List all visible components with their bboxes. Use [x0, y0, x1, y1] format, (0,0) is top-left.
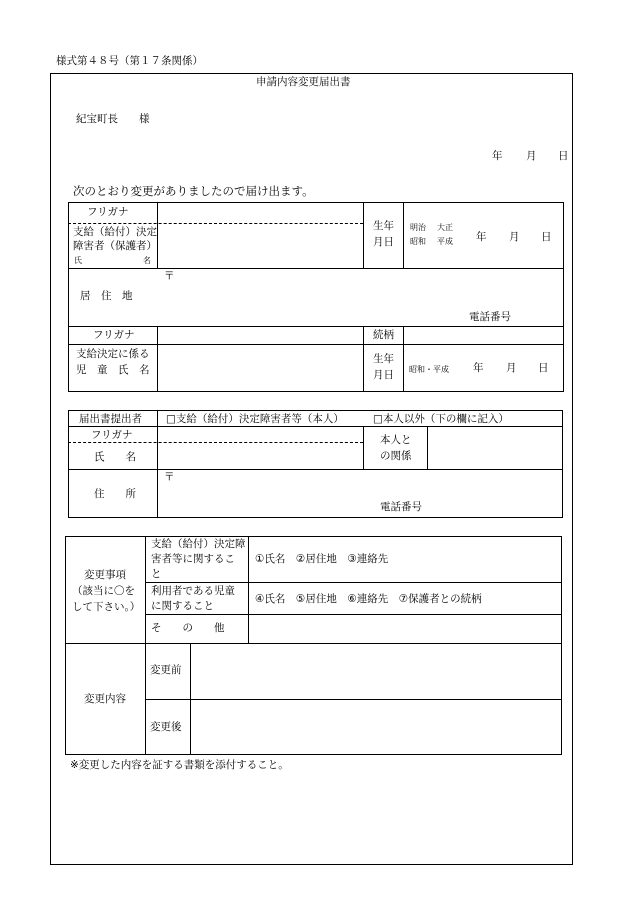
date-year: 年 — [492, 150, 503, 162]
change-items-label: （該当に〇を — [72, 585, 135, 597]
submitter-col-line — [363, 426, 364, 469]
change-row-line — [65, 643, 562, 644]
submitter-row-line — [68, 469, 563, 470]
submitter-furigana-divider — [68, 442, 363, 443]
era-showa: 昭和 — [410, 237, 426, 246]
child-relation-label: 続柄 — [373, 329, 394, 341]
submitter-postal-mark: 〒 — [164, 471, 175, 483]
change-row3-label: そ の 他 — [151, 622, 225, 634]
submitter-col-line — [427, 426, 428, 469]
change-row2-label: に関すること — [151, 600, 214, 612]
change-row1-label: と — [151, 568, 162, 580]
applicant-name-label: 支給（給付）決定 — [73, 226, 157, 238]
submitter-name-label: 氏 名 — [94, 451, 136, 463]
change-row2-label: 利用者である児童 — [151, 585, 235, 597]
change-row-line — [248, 582, 562, 583]
era-taisho: 大正 — [437, 223, 453, 232]
submitter-furigana-label: フリガナ — [91, 429, 133, 441]
submitter-relation-label: 本人と — [380, 434, 412, 446]
applicant-birth-label: 生年 — [373, 220, 394, 232]
change-items-label: して下さい。） — [72, 601, 141, 613]
applicant-birth-month: 月 — [509, 231, 520, 243]
applicant-address-label: 居 住 地 — [80, 290, 133, 302]
change-before-label: 変更前 — [150, 664, 182, 676]
attachment-note: ※変更した内容を証する書類を添付すること。 — [70, 759, 289, 771]
change-col-line — [145, 536, 146, 755]
change-items-label: 変更事項 — [84, 569, 126, 581]
applicant-col-line — [157, 202, 158, 268]
change-row-line — [145, 699, 562, 700]
change-after-label: 変更後 — [150, 721, 182, 733]
change-row2-options[interactable]: ④氏名 ⑤居住地 ⑥連絡先 ⑦保護者との続柄 — [255, 593, 482, 605]
change-row1-options[interactable]: ①氏名 ②居住地 ③連絡先 — [255, 553, 389, 565]
applicant-col-line — [363, 326, 364, 392]
applicant-name-label: 名 — [143, 256, 151, 265]
change-row-line — [145, 582, 249, 583]
applicant-birth-year: 年 — [476, 231, 487, 243]
applicant-col-line — [363, 202, 364, 268]
applicant-name-label: 氏 — [74, 256, 82, 265]
child-birth-year: 年 — [473, 362, 484, 374]
child-era: 昭和・平成 — [409, 365, 449, 374]
submitter-relation-label: の関係 — [380, 450, 412, 462]
era-meiji: 明治 — [410, 223, 426, 232]
child-furigana-label: フリガナ — [93, 329, 135, 341]
applicant-row-line — [68, 268, 564, 269]
child-birth-label: 生年 — [373, 353, 394, 365]
intro-text: 次のとおり変更がありましたので届け出ます。 — [73, 184, 314, 198]
applicant-row-line — [68, 326, 564, 327]
applicant-postal-mark: 〒 — [164, 270, 175, 282]
change-col-line — [190, 643, 191, 755]
applicant-col-line — [157, 326, 158, 392]
change-row1-label: 害者等に関するこ — [151, 553, 235, 565]
submitter-option-other[interactable]: □本人以外（下の欄に記入） — [373, 413, 509, 425]
submitter-row-line — [68, 426, 563, 427]
submitter-header-label: 届出書提出者 — [79, 413, 142, 425]
date-day: 日 — [558, 150, 569, 162]
applicant-col-line — [403, 326, 404, 392]
child-birth-label: 月日 — [373, 369, 394, 381]
submitter-col-line — [157, 410, 158, 518]
child-name-label: 支給決定に係る — [76, 348, 150, 360]
change-row-line — [145, 614, 562, 615]
submitter-option-self[interactable]: □支給（給付）決定障害者等（本人） — [166, 413, 344, 425]
change-col-line — [248, 536, 249, 644]
furigana-divider — [68, 223, 363, 224]
applicant-row-line — [68, 344, 564, 345]
addressee: 紀宝町長 様 — [76, 113, 150, 125]
applicant-name-label: 障害者（保護者） — [73, 240, 157, 252]
form-number: 様式第４８号（第１７条関係） — [56, 55, 203, 67]
applicant-furigana-label: フリガナ — [87, 206, 129, 218]
child-birth-month: 月 — [506, 362, 517, 374]
applicant-phone-label: 電話番号 — [469, 311, 511, 323]
date-month: 月 — [526, 150, 537, 162]
era-heisei: 平成 — [437, 237, 453, 246]
applicant-birth-day: 日 — [541, 231, 552, 243]
form-title: 申請内容変更届出書 — [256, 76, 351, 88]
submitter-phone-label: 電話番号 — [380, 501, 422, 513]
child-name-label: 児 童 氏 名 — [76, 364, 150, 376]
applicant-birth-label: 月日 — [373, 236, 394, 248]
change-content-label: 変更内容 — [84, 693, 126, 705]
change-row1-label: 支給（給付）決定障 — [151, 538, 246, 550]
change-table-border — [65, 536, 562, 755]
submitter-address-label: 住 所 — [94, 488, 136, 500]
child-birth-day: 日 — [538, 362, 549, 374]
applicant-col-line — [403, 202, 404, 268]
